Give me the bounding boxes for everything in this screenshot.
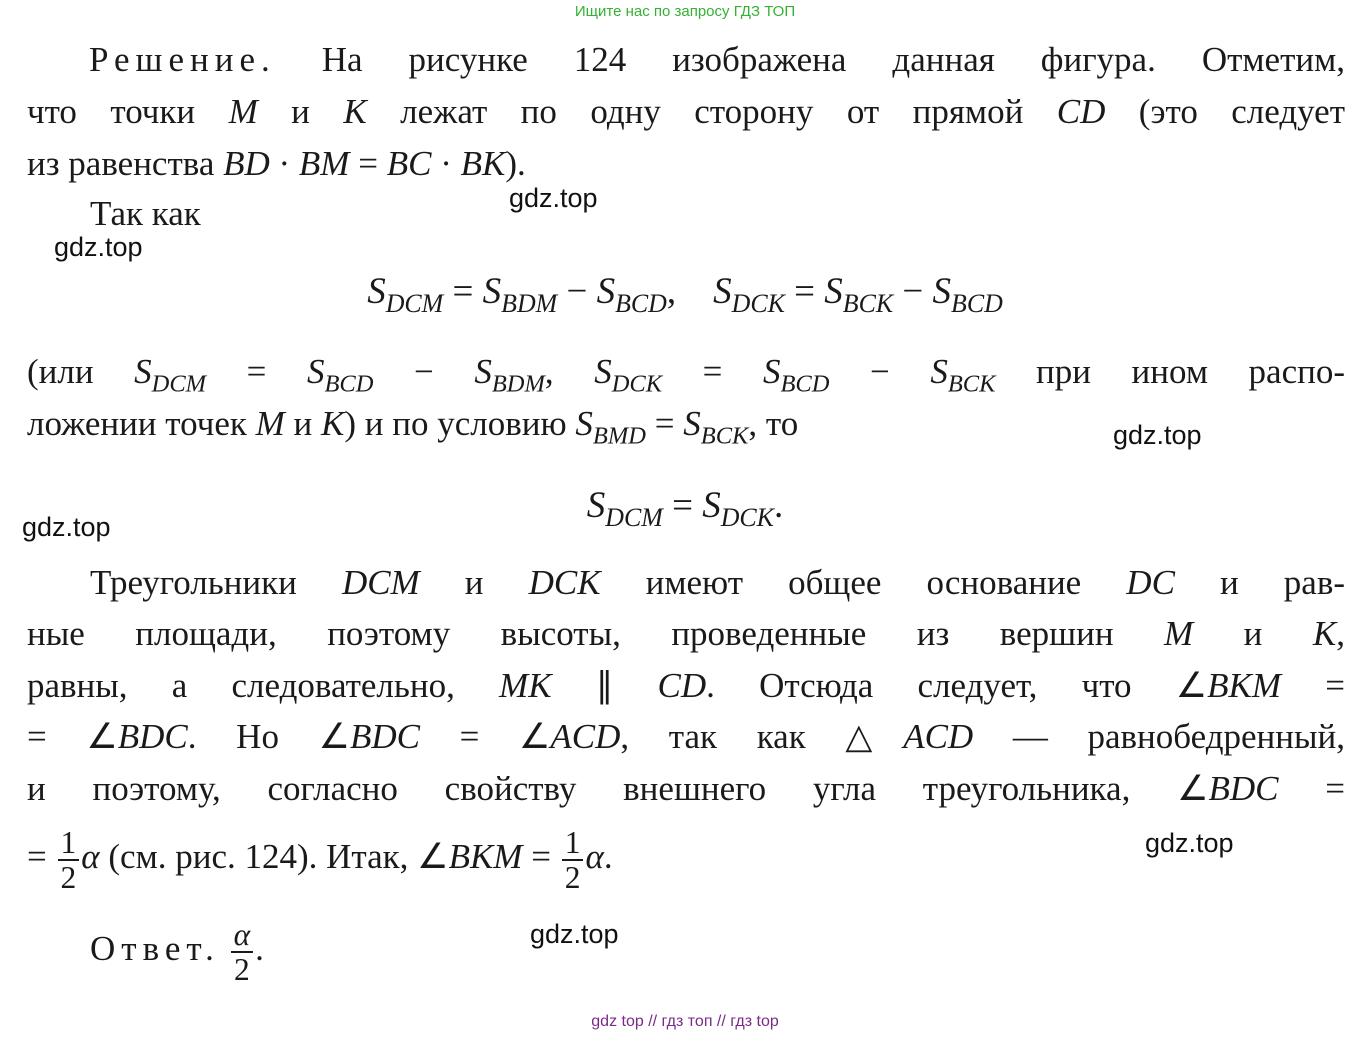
para1-line3: из равенства BD · BM = BC · BK). bbox=[27, 144, 526, 183]
watermark: gdz.top bbox=[22, 512, 111, 542]
para4-line4: = ∠BDC. Но ∠BDC = ∠ACD, так как △ACD — равнобедренный, bbox=[27, 717, 1345, 756]
para2-intro: Так как bbox=[90, 194, 201, 233]
answer-label: Ответ. bbox=[90, 929, 220, 969]
footer-links[interactable]: gdz top // гдз топ // гдз top bbox=[591, 1013, 779, 1030]
answer-line: Ответ. $\frac{\alpha}{2}$ . bbox=[90, 917, 264, 988]
para1-line2: что точки M и K лежат по одну сторону от прямой CD (это следует bbox=[27, 92, 1346, 131]
watermark: gdz.top bbox=[1145, 828, 1234, 858]
para3-line1: (или $S_{DCM} = S_{BCD} - S_{BDM}$, $S_{DCK} = S_{BCD} - S_{BCK}$ при ином распо- bbox=[27, 352, 1345, 398]
para4-line3: равны, а следовательно, MK ∥ CD. Отсюда следует, что ∠BKM = bbox=[27, 666, 1345, 705]
para3-line2: ложении точек M и K) и по условию $S_{BMD} = S_{BCK}$, то bbox=[27, 404, 799, 450]
watermark: gdz.top bbox=[1113, 420, 1202, 450]
para4-line2: ные площади, поэтому высоты, проведенные из вершин M и K, bbox=[27, 614, 1345, 653]
formula-1: $S_{DCM} = S_{BDM} - S_{BCD}$, $S_{DCK} = S_{BCK} - S_{BCD}$ bbox=[367, 271, 1003, 319]
top-banner[interactable]: Ищите нас по запросу ГДЗ ТОП bbox=[574, 3, 796, 20]
solution-heading: Решение. bbox=[89, 40, 276, 79]
fraction-half: $\frac{1}{2}$ bbox=[58, 826, 80, 894]
para1-line1: Решение. На рисунке 124 изображена данная фигура. Отметим, bbox=[27, 40, 1345, 80]
para4-line5: и поэтому, согласно свойству внешнего угла треугольника, ∠BDC = bbox=[27, 769, 1345, 808]
para4-line1: Треугольники DCM и DCK имеют общее основание DC и рав- bbox=[90, 563, 1346, 602]
answer-fraction: $\frac{\alpha}{2}$ bbox=[231, 918, 254, 986]
formula-2: $S_{DCM} = S_{DCK}$. bbox=[586, 485, 784, 533]
watermark: gdz.top bbox=[530, 919, 619, 949]
watermark: gdz.top bbox=[54, 232, 143, 262]
fraction-half: $\frac{1}{2}$ bbox=[562, 826, 584, 894]
watermark: gdz.top bbox=[509, 183, 598, 213]
para4-line6: = $\frac{1}{2}$ α (см. рис. 124). Итак, ∠BKM = $\frac{1}{2}$ α. bbox=[27, 825, 613, 896]
